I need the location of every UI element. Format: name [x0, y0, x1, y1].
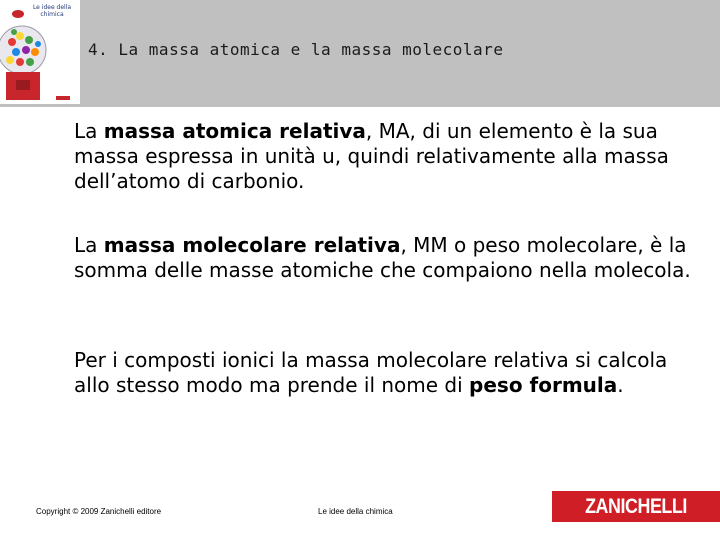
book-cover-title: Le idee della chimica: [32, 4, 72, 18]
paragraph-text: La: [74, 233, 104, 257]
zanichelli-logo: [552, 491, 720, 522]
paragraph-term: massa molecolare relativa: [103, 233, 401, 257]
paragraph-formula-weight: [74, 348, 704, 398]
paragraph-term: massa atomica relativa: [103, 119, 366, 143]
slide-title: 4. La massa atomica e la massa molecolare: [88, 40, 504, 59]
footer-copyright: Copyright © 2009 Zanichelli editore: [36, 507, 162, 516]
paragraph-text: , MM o peso molecolare, è la somma delle masse atomiche che compaiono nella molecola.: [74, 233, 691, 282]
footer-book-title: Le idee della chimica: [318, 507, 393, 516]
paragraph-atomic-mass: [74, 119, 704, 194]
logo-text: ZANICHELLI: [585, 495, 687, 518]
paragraph-text: Per i composti ionici la massa molecolare relativa si calcola allo stesso modo ma prende il nome di: [74, 348, 668, 397]
book-cover-image: [0, 0, 80, 104]
paragraph-text: , MA, di un elemento è la sua massa espressa in unità u, quindi relativamente alla massa dell’atomo di carbonio.: [74, 119, 669, 193]
paragraph-molecular-mass: [74, 233, 704, 283]
paragraph-term: peso formula: [469, 373, 618, 397]
book-cover-publisher-mark: [56, 96, 70, 100]
paragraph-text: .: [617, 373, 624, 397]
paragraph-text: La: [74, 119, 104, 143]
